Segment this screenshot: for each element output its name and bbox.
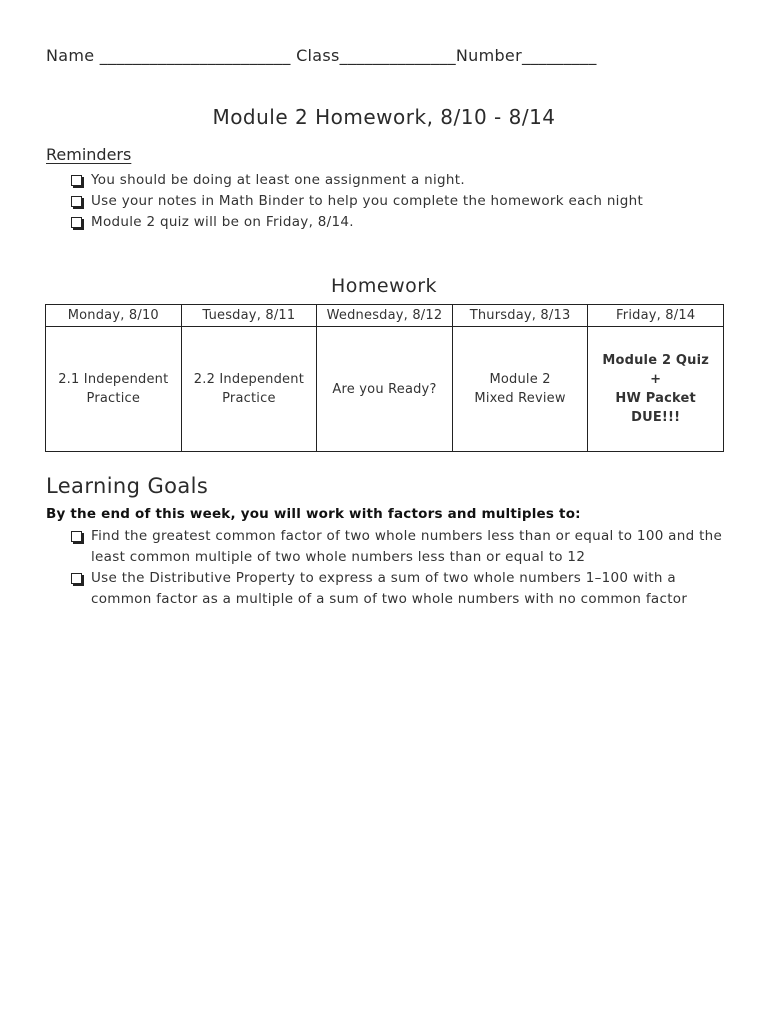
cell-line: Module 2: [489, 372, 551, 387]
cell-line: Are you Ready?: [332, 381, 437, 397]
reminder-text: You should be doing at least one assignment a night.: [91, 172, 465, 188]
reminder-text: Use your notes in Math Binder to help you complete the homework each night: [91, 193, 644, 209]
reminder-item: [71, 212, 731, 233]
learning-goals-heading: Learning Goals: [46, 474, 209, 498]
cell-line: +: [650, 372, 662, 387]
reminder-item: [71, 191, 731, 212]
cell-thursday: [452, 327, 588, 452]
reminders-list: [71, 170, 731, 233]
column-header-tuesday: Tuesday, 8/11: [181, 305, 317, 327]
goal-text: Find the greatest common factor of two whole numbers less than or equal to 100 and the least common multiple of two whole numbers less than or equal to 12: [91, 528, 723, 565]
cell-monday: [46, 327, 182, 452]
cell-line: Practice: [222, 391, 276, 406]
reminders-heading: Reminders: [46, 145, 132, 164]
learning-goals-list: [71, 526, 731, 610]
cell-line: Practice: [86, 391, 141, 406]
checkbox-icon: [71, 196, 82, 207]
cell-line: 2.2 Independent: [193, 372, 304, 387]
cell-tuesday: [181, 327, 317, 452]
cell-friday: [588, 327, 724, 452]
table-header-row: [46, 305, 724, 327]
checkbox-icon: [71, 217, 82, 228]
goal-item: [71, 568, 731, 610]
cell-line: HW Packet: [615, 391, 696, 406]
checkbox-icon: [71, 531, 82, 542]
reminder-item: [71, 170, 731, 191]
cell-line: Mixed Review: [474, 391, 566, 406]
column-header-wednesday: Wednesday, 8/12: [317, 305, 453, 327]
name-class-number-line: Name _______________________ Class______________Number_________: [46, 46, 597, 65]
cell-line: 2.1 Independent: [58, 372, 169, 387]
column-header-friday: Friday, 8/14: [588, 305, 724, 327]
checkbox-icon: [71, 175, 82, 186]
page-title: Module 2 Homework, 8/10 - 8/14: [212, 105, 556, 129]
goal-text: Use the Distributive Property to express a sum of two whole numbers 1–100 with a common factor as a multiple of a sum of two whole numbers with no common factor: [91, 570, 688, 607]
cell-line: Module 2 Quiz: [602, 353, 710, 368]
homework-heading: Homework: [330, 275, 438, 297]
checkbox-icon: [71, 573, 82, 584]
cell-wednesday: [317, 327, 453, 452]
table-row: [46, 327, 724, 452]
homework-table: [45, 304, 724, 452]
column-header-thursday: Thursday, 8/13: [452, 305, 588, 327]
reminder-text: Module 2 quiz will be on Friday, 8/14.: [91, 214, 354, 230]
goal-item: [71, 526, 731, 568]
cell-line: DUE!!!: [631, 410, 681, 425]
column-header-monday: Monday, 8/10: [46, 305, 182, 327]
learning-goals-intro: By the end of this week, you will work with factors and multiples to:: [46, 506, 581, 522]
